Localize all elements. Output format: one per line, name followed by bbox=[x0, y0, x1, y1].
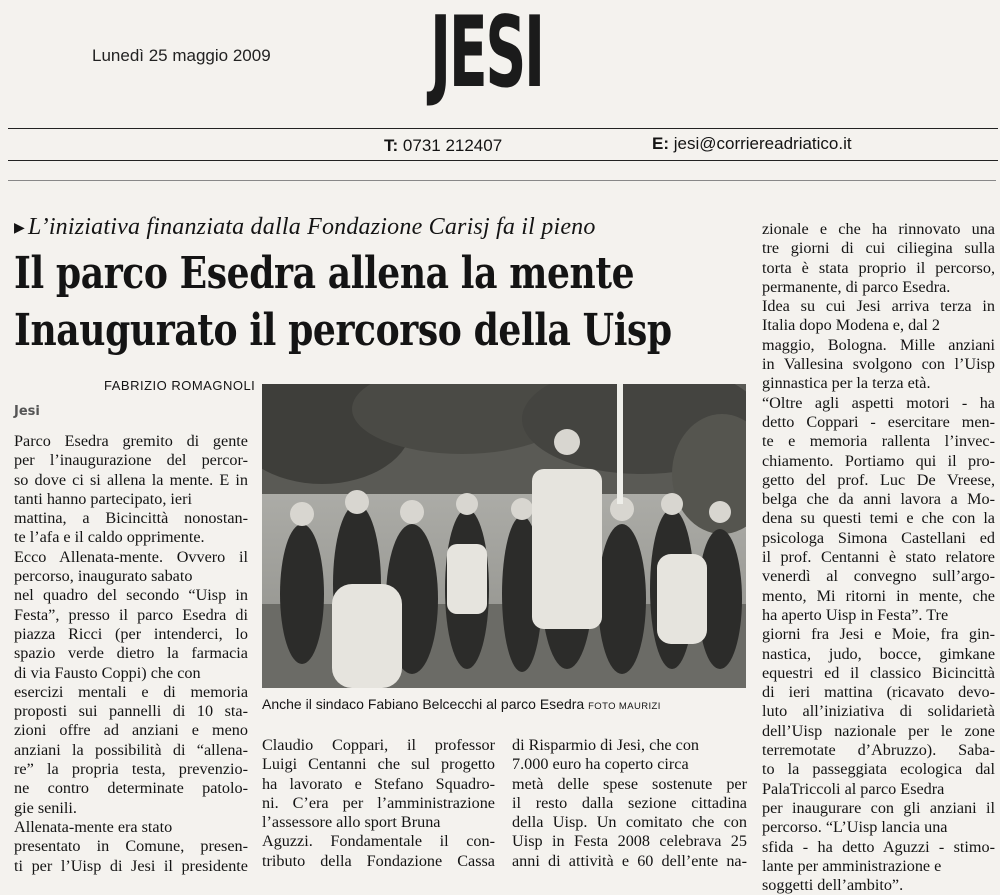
article-text-line: di ieri mattina (ricavato devo- bbox=[762, 683, 995, 702]
article-text-line: il resto dalla sezione cittadina bbox=[512, 793, 747, 812]
article-text-line: Ecco Allenata-mente. Ovvero il bbox=[14, 547, 248, 566]
article-text-line: te e memoria rallenta l’invec- bbox=[762, 432, 995, 451]
article-text-line: belga che da anni lavora a Mo- bbox=[762, 490, 995, 509]
masthead: JESI bbox=[430, 0, 543, 110]
header-rule-top bbox=[8, 128, 998, 129]
article-column-2 bbox=[262, 736, 495, 871]
issue-date: Lunedì 25 maggio 2009 bbox=[92, 46, 271, 65]
headline-line-2: Inaugurato il percorso della Uisp bbox=[14, 305, 672, 356]
article-text-line: Festa”, presso il parco Esedra di bbox=[14, 605, 248, 624]
article-text-line: Aguzzi. Fondamentale il con- bbox=[262, 832, 495, 851]
article-text-line: dell’Uisp nazionale per le zone bbox=[762, 721, 995, 740]
article-text-line: il prof. Centanni è stato relatore bbox=[762, 548, 995, 567]
article-text-line: mento, Mi ritorni in mente, che bbox=[762, 586, 995, 605]
article-text-line: anni di attività e 60 dell’ente na- bbox=[512, 851, 747, 870]
article-text-line: re” la propria testa, prevenzio- bbox=[14, 760, 248, 779]
article-text-line: ginnastica per la terza età. bbox=[762, 374, 931, 393]
kicker-text: L’iniziativa finanziata dalla Fondazione Carisj fa il pieno bbox=[27, 214, 596, 240]
article-text-line: Allenata-mente era stato bbox=[14, 817, 173, 836]
dateline: Jesi bbox=[14, 404, 40, 419]
article-text-line: maggio, Bologna. Mille anziani bbox=[762, 335, 995, 354]
article-text-line: psicologa Simona Castellani ed bbox=[762, 528, 995, 547]
article-text-line: Idea su cui Jesi arriva terza in bbox=[762, 297, 995, 316]
article-text-line: Uisp in Festa 2008 celebrava 25 bbox=[512, 832, 747, 851]
article-text-line: ha lavorato e Stefano Squadro- bbox=[262, 774, 495, 793]
article-text-line: equestri ed il classico Bicincittà bbox=[762, 663, 995, 682]
article-text-line: ni. C’era per l’amministrazione bbox=[262, 793, 495, 812]
article-text-line: zionale e che ha rinnovato una bbox=[762, 220, 995, 238]
kicker-arrow-icon: ▶ bbox=[14, 220, 25, 236]
article-text-line: in Vallesina svolgono con l’Uisp bbox=[762, 355, 995, 374]
article-text-line: torta è stata proprio il percorso, bbox=[762, 258, 995, 277]
article-text-line: gie senili. bbox=[14, 798, 77, 817]
article-text-line: esercizi mentali e di memoria bbox=[14, 682, 248, 701]
headline-line-1: Il parco Esedra allena la mente bbox=[14, 248, 635, 299]
email-contact bbox=[652, 134, 852, 154]
article-text-line: nel quadro del secondo “Uisp in bbox=[14, 586, 248, 605]
byline: FABRIZIO ROMAGNOLI bbox=[104, 378, 256, 393]
article-text-line: soggetti dell’ambito”. bbox=[762, 876, 904, 895]
article-text-line: dena su questi temi e che con la bbox=[762, 509, 995, 528]
article-text-line: metà delle spese sostenute per bbox=[512, 774, 747, 793]
article-column-1 bbox=[14, 432, 248, 876]
article-text-line: tre giorni di cui ciliegina sulla bbox=[762, 239, 995, 258]
article-text-line: zioni offre ad anziani e meno bbox=[14, 721, 248, 740]
header-rule-bottom bbox=[8, 160, 998, 161]
article-text-line: “Oltre agli aspetti motori - ha bbox=[762, 393, 995, 412]
article-text-line: ne contro determinate patolo- bbox=[14, 779, 248, 798]
article-text-line: di via Fausto Coppi) che con bbox=[14, 663, 201, 682]
article-text-line: luto all’iniziativa di solidarietà bbox=[762, 702, 995, 721]
phone-contact bbox=[384, 136, 502, 156]
article-text-line: di Risparmio di Jesi, che con bbox=[512, 736, 700, 754]
article-text-line: sfida - ha detto Aguzzi - stimo- bbox=[762, 837, 995, 856]
article-text-line: te l’afa e il caldo opprimente. bbox=[14, 528, 205, 547]
article-text-line: mattina, a Bicincittà nonostan- bbox=[14, 509, 248, 528]
article-text-line: presentato in Comune, presen- bbox=[14, 837, 248, 856]
article-text-line: ha aperto Uisp in Festa”. Tre bbox=[762, 605, 949, 624]
article-text-line: tributo della Fondazione Cassa bbox=[262, 851, 495, 870]
article-text-line: 7.000 euro ha coperto circa bbox=[512, 755, 689, 774]
article-text-line: l’assessore allo sport Bruna bbox=[262, 813, 441, 832]
article-text-line: detto Coppari - esercitare men- bbox=[762, 412, 995, 431]
kicker bbox=[14, 214, 596, 241]
article-text-line: Parco Esedra gremito di gente bbox=[14, 432, 248, 450]
article-text-line: PalaTriccoli al parco Esedra bbox=[762, 779, 945, 798]
article-text-line: ti per l’Uisp di Jesi il presidente bbox=[14, 856, 248, 875]
article-text-line: per inaugurare con gli anziani il bbox=[762, 798, 995, 817]
photo-caption-text: Anche il sindaco Fabiano Belcecchi al parco Esedra bbox=[262, 696, 585, 712]
article-text-line: nastica, judo, bocce, gimkane bbox=[762, 644, 995, 663]
phone-label: T: bbox=[384, 136, 399, 155]
article-text-line: Italia dopo Modena e, dal 2 bbox=[762, 316, 941, 335]
photo-caption bbox=[262, 696, 661, 712]
crowd-photo-illustration bbox=[262, 384, 746, 688]
article-text-line: per l’inaugurazione del percor- bbox=[14, 451, 248, 470]
article-text-line: permanente, di parco Esedra. bbox=[762, 277, 951, 296]
article-column-4 bbox=[762, 220, 995, 895]
photo-credit: FOTO MAURIZI bbox=[588, 701, 661, 712]
article-text-line: tanti hanno partecipato, ieri bbox=[14, 489, 192, 508]
article-text-line: Claudio Coppari, il professor bbox=[262, 736, 495, 754]
article-text-line: lante per amministrazione e bbox=[762, 856, 942, 875]
email-label: E: bbox=[652, 134, 669, 153]
article-text-line: terremotate d’Abruzzo). Saba- bbox=[762, 741, 995, 760]
email-address: jesi@corriereadriatico.it bbox=[673, 134, 852, 153]
article-photo bbox=[262, 384, 746, 688]
phone-number: 0731 212407 bbox=[402, 136, 503, 155]
article-text-line: piazza Ricci (per intenderci, lo bbox=[14, 624, 248, 643]
article-text-line: anziani la possibilità di “allena- bbox=[14, 740, 248, 759]
article-column-3 bbox=[512, 736, 747, 871]
article-text-line: percorso. “L’Uisp lancia una bbox=[762, 818, 948, 837]
article-text-line: Luigi Centanni che sul progetto bbox=[262, 755, 495, 774]
section-rule bbox=[8, 180, 996, 181]
article-text-line: to la passeggiata ecologica dal bbox=[762, 760, 995, 779]
article-text-line: della Uisp. Un comitato che con bbox=[512, 813, 747, 832]
article-text-line: getto del prof. Luc De Vreese, bbox=[762, 470, 995, 489]
article-text-line: spazio verde dietro la farmacia bbox=[14, 644, 248, 663]
article-text-line: so dove ci si allena la mente. E in bbox=[14, 470, 248, 489]
article-text-line: giorni fra Jesi e Moie, fra gin- bbox=[762, 625, 995, 644]
article-text-line: proposti sui pannelli di 10 sta- bbox=[14, 702, 248, 721]
article-text-line: venerdì al convegno sull’argo- bbox=[762, 567, 995, 586]
article-text-line: chiamento. Portiamo qui il pro- bbox=[762, 451, 995, 470]
article-text-line: percorso, inaugurato sabato bbox=[14, 567, 193, 586]
